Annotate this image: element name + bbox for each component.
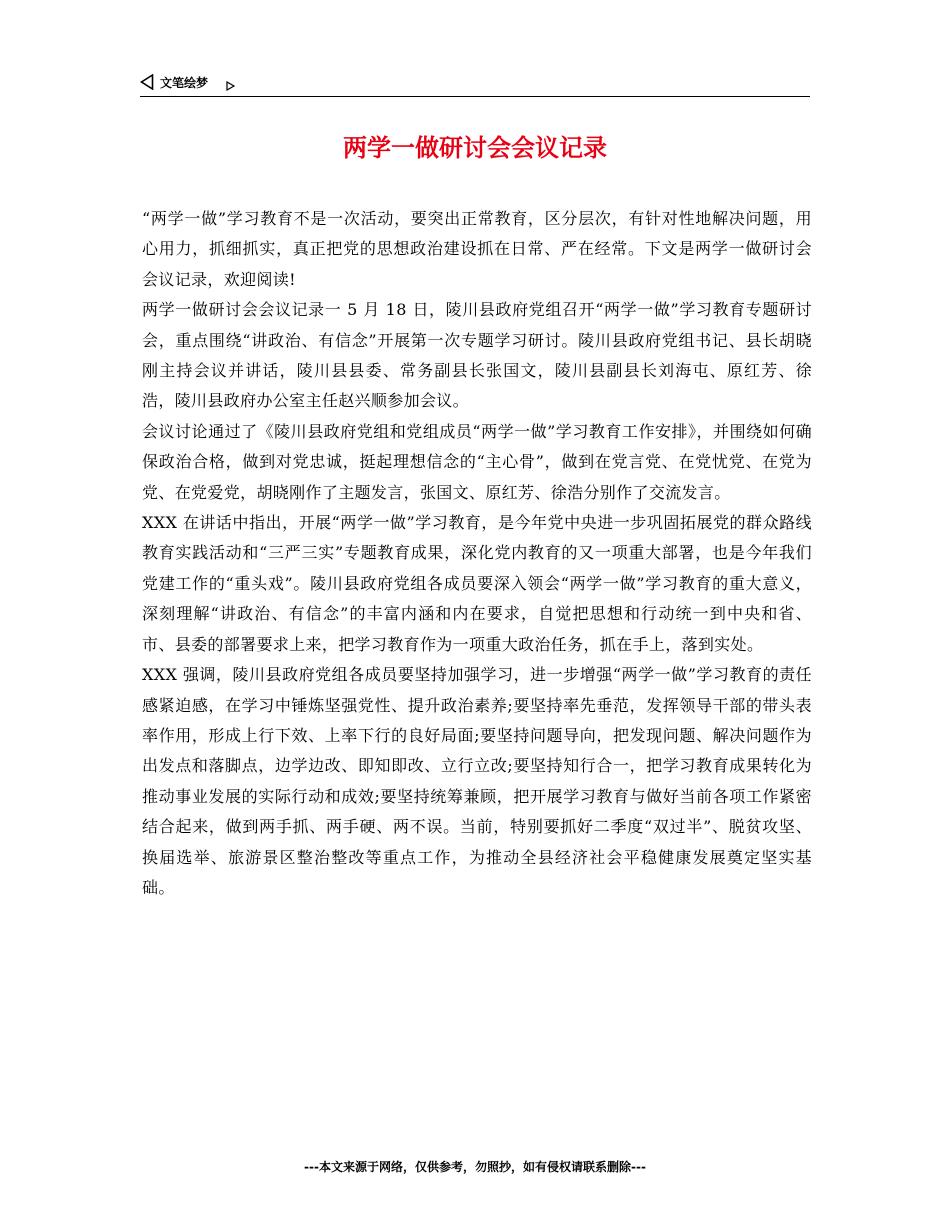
paragraph-speech: XXX 在讲话中指出，开展“两学一做”学习教育，是今年党中央进一步巩固拓展党的群众路线教育实践活动和“三严三实”专题教育成果，深化党内教育的又一项重大部署，也是今年我们党建工作的“重头戏”。陵川县政府党组各成员要深入领会“两学一做”学习教育的重大意义，深刻理解“讲政治、有信念”的丰富内涵和内在要求，自觉把思想和行动统一到中央和省、市、县委的部署要求上来，把学习教育作为一项重大政治任务，抓在手上，落到实处。 — [142, 513, 812, 654]
header-brand-text: 文笔绘梦 — [160, 76, 209, 90]
triangle-left-outline-icon — [140, 74, 154, 90]
paragraph-intro: “两学一做”学习教育不是一次活动，要突出正常教育，区分层次，有针对性地解决问题，用心用力，抓细抓实，真正把党的思想政治建设抓在日常、严在经常。下文是两学一做研讨会会议记录，欢迎阅读! — [142, 209, 812, 289]
footer-notice: ---本文来源于网络，仅供参考，勿照抄，如有侵权请联系删除--- — [304, 1160, 646, 1174]
document-body — [142, 204, 812, 903]
triangle-right-outline-icon — [226, 76, 235, 86]
document-title: 两学一做研讨会会议记录 — [343, 134, 607, 162]
paragraph-discussion: 会议讨论通过了《陵川县政府党组和党组成员“两学一做”学习教育工作安排》，并围绕如何确保政治合格，做到对党忠诚，挺起理想信念的“主心骨”，做到在党言党、在党忧党、在党为党、在党爱党，胡晓刚作了主题发言，张国文、原红芳、徐浩分别作了交流发言。 — [142, 421, 812, 502]
paragraph-meeting-record: 两学一做研讨会会议记录一 5 月 18 日，陵川县政府党组召开“两学一做”学习教育专题研讨会，重点围绕“讲政治、有信念”开展第一次专题学习研讨。陵川县政府党组书记、县长胡晓刚主持会议并讲话，陵川县县委、常务副县长张国文，陵川县副县长刘海屯、原红芳、徐浩，陵川县政府办公室主任赵兴顺参加会议。 — [142, 300, 812, 411]
page-header — [140, 72, 810, 97]
paragraph-emphasis: XXX 强调，陵川县政府党组各成员要坚持加强学习，进一步增强“两学一做”学习教育的责任感紧迫感，在学习中锤炼坚强党性、提升政治素养;要坚持率先垂范，发挥领导干部的带头表率作用，形成上行下效、上率下行的良好局面;要坚持问题导向，把发现问题、解决问题作为出发点和落脚点，边学边改、即知即改、立行立改;要坚持知行合一，把学习教育成果转化为推动事业发展的实际行动和成效;要坚持统筹兼顾，把开展学习教育与做好当前各项工作紧密结合起来，做到两手抓、两手硬、两不误。当前，特别要抓好二季度“双过半”、脱贫攻坚、换届选举、旅游景区整治整改等重点工作，为推动全县经济社会平稳健康发展奠定坚实基础。 — [142, 665, 812, 897]
